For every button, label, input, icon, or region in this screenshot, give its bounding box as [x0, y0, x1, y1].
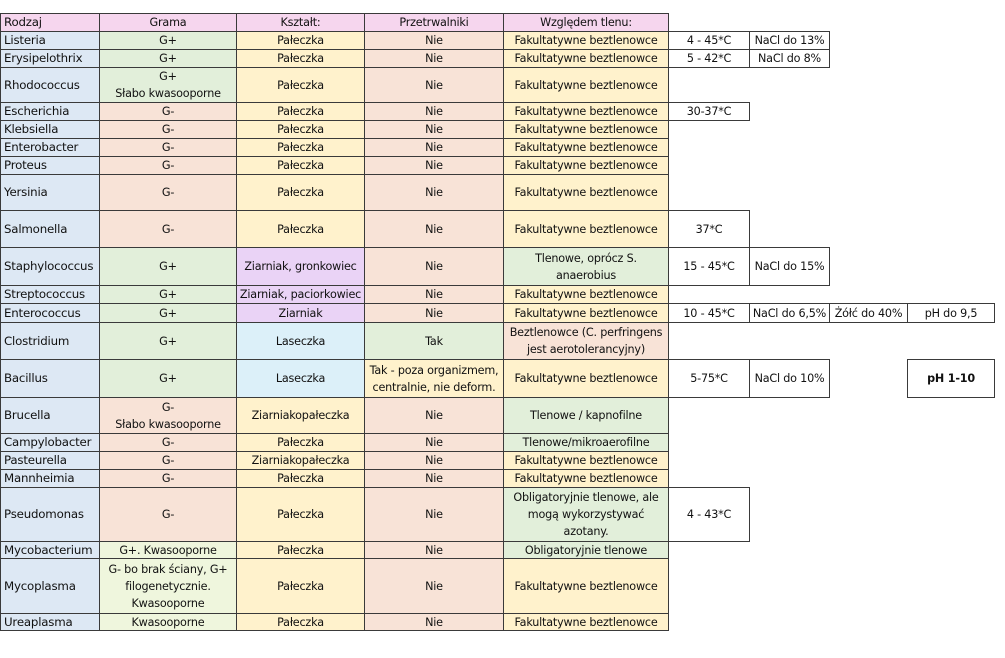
cell-oxygen[interactable]: Fakultatywne beztlenowce	[503, 303, 669, 323]
cell-gram[interactable]: G-	[99, 451, 237, 470]
cell-nacl[interactable]: NaCl do 15%	[749, 247, 830, 286]
cell-nacl[interactable]: NaCl do 6,5%	[749, 303, 830, 323]
cell-oxygen[interactable]: Fakultatywne beztlenowce	[503, 174, 669, 211]
cell-oxygen[interactable]: Fakultatywne beztlenowce	[503, 138, 669, 157]
cell-genus[interactable]: Yersinia	[0, 174, 100, 211]
cell-spores[interactable]: Nie	[364, 138, 504, 157]
cell-shape[interactable]: Pałeczka	[236, 120, 365, 139]
cell-shape[interactable]: Ziarniak, gronkowiec	[236, 247, 365, 286]
cell-oxygen[interactable]: Beztlenowce (C. perfringens jest aerotolerancyjny)	[503, 322, 669, 360]
cell-temperature[interactable]: 5 - 42*C	[668, 49, 750, 68]
cell-shape[interactable]: Pałeczka	[236, 138, 365, 157]
cell-spores[interactable]: Nie	[364, 487, 504, 542]
cell-gram[interactable]: G+	[99, 49, 237, 68]
cell-spores[interactable]: Nie	[364, 558, 504, 614]
cell-shape[interactable]: Pałeczka	[236, 541, 365, 559]
cell-oxygen[interactable]: Fakultatywne beztlenowce	[503, 285, 669, 304]
cell-spores[interactable]: Nie	[364, 49, 504, 68]
cell-gram[interactable]: G-	[99, 210, 237, 248]
cell-oxygen[interactable]: Fakultatywne beztlenowce	[503, 613, 669, 631]
cell-nacl[interactable]: NaCl do 8%	[749, 49, 830, 68]
cell-oxygen[interactable]: Tlenowe/mikroaerofilne	[503, 433, 669, 452]
cell-spores[interactable]: Nie	[364, 397, 504, 434]
cell-spores[interactable]: Nie	[364, 541, 504, 559]
cell-temperature[interactable]: 10 - 45*C	[668, 303, 750, 323]
cell-spores[interactable]: Nie	[364, 174, 504, 211]
cell-nacl[interactable]: NaCl do 10%	[749, 359, 830, 398]
cell-genus[interactable]: Pseudomonas	[0, 487, 100, 542]
cell-shape[interactable]: Ziarniak	[236, 303, 365, 323]
cell-spores[interactable]: Nie	[364, 433, 504, 452]
cell-gram[interactable]: G-	[99, 102, 237, 121]
cell-genus[interactable]: Bacillus	[0, 359, 100, 398]
cell-gram[interactable]: G-	[99, 433, 237, 452]
cell-spores[interactable]: Nie	[364, 303, 504, 323]
cell-oxygen[interactable]: Tlenowe / kapnofilne	[503, 397, 669, 434]
cell-spores[interactable]: Tak	[364, 322, 504, 360]
cell-shape[interactable]: Laseczka	[236, 359, 365, 398]
header-cell-oxygen[interactable]: Względem tlenu:	[503, 13, 669, 32]
cell-gram[interactable]: G+	[99, 359, 237, 398]
cell-temperature[interactable]: 4 - 43*C	[668, 487, 750, 542]
cell-gram[interactable]: G-	[99, 174, 237, 211]
cell-gram[interactable]: G+	[99, 303, 237, 323]
cell-spores[interactable]: Nie	[364, 247, 504, 286]
cell-oxygen[interactable]: Obligatoryjnie tlenowe	[503, 541, 669, 559]
cell-genus[interactable]: Pasteurella	[0, 451, 100, 470]
cell-spores[interactable]: Nie	[364, 210, 504, 248]
cell-gram[interactable]: G+	[99, 322, 237, 360]
cell-shape[interactable]: Pałeczka	[236, 613, 365, 631]
cell-oxygen[interactable]: Fakultatywne beztlenowce	[503, 156, 669, 175]
cell-spores[interactable]: Nie	[364, 613, 504, 631]
cell-genus[interactable]: Klebsiella	[0, 120, 100, 139]
cell-spores[interactable]: Nie	[364, 156, 504, 175]
cell-temperature[interactable]: 30-37*C	[668, 102, 750, 121]
cell-gram[interactable]: G+	[99, 31, 237, 50]
cell-genus[interactable]: Enterobacter	[0, 138, 100, 157]
cell-genus[interactable]: Escherichia	[0, 102, 100, 121]
cell-gram[interactable]: G+. Kwasooporne	[99, 541, 237, 559]
cell-shape[interactable]: Ziarniakopałeczka	[236, 397, 365, 434]
cell-genus[interactable]: Erysipelothrix	[0, 49, 100, 68]
cell-genus[interactable]: Listeria	[0, 31, 100, 50]
cell-genus[interactable]: Enterococcus	[0, 303, 100, 323]
cell-gram[interactable]: G-	[99, 156, 237, 175]
cell-oxygen[interactable]: Tlenowe, oprócz S. anaerobius	[503, 247, 669, 286]
cell-shape[interactable]: Laseczka	[236, 322, 365, 360]
cell-oxygen[interactable]: Fakultatywne beztlenowce	[503, 451, 669, 470]
cell-spores[interactable]: Nie	[364, 285, 504, 304]
cell-temperature[interactable]: 15 - 45*C	[668, 247, 750, 286]
cell-gram[interactable]: G-	[99, 469, 237, 488]
cell-oxygen[interactable]: Fakultatywne beztlenowce	[503, 102, 669, 121]
cell-genus[interactable]: Brucella	[0, 397, 100, 434]
cell-genus[interactable]: Salmonella	[0, 210, 100, 248]
cell-oxygen[interactable]: Fakultatywne beztlenowce	[503, 210, 669, 248]
header-cell-spores[interactable]: Przetrwalniki	[364, 13, 504, 32]
cell-shape[interactable]: Pałeczka	[236, 469, 365, 488]
cell-gram[interactable]: G-	[99, 487, 237, 542]
cell-shape[interactable]: Pałeczka	[236, 67, 365, 103]
cell-genus[interactable]: Staphylococcus	[0, 247, 100, 286]
cell-genus[interactable]: Mycobacterium	[0, 541, 100, 559]
cell-gram[interactable]: G- bo brak ściany, G+ filogenetycznie. Kwasooporne	[99, 558, 237, 614]
cell-gram[interactable]: Kwasooporne	[99, 613, 237, 631]
cell-spores[interactable]: Nie	[364, 67, 504, 103]
cell-genus[interactable]: Campylobacter	[0, 433, 100, 452]
cell-spores[interactable]: Nie	[364, 451, 504, 470]
cell-temperature[interactable]: 37*C	[668, 210, 750, 248]
cell-genus[interactable]: Rhodococcus	[0, 67, 100, 103]
cell-ph[interactable]: pH do 9,5	[907, 303, 995, 323]
cell-shape[interactable]: Pałeczka	[236, 558, 365, 614]
cell-genus[interactable]: Mycoplasma	[0, 558, 100, 614]
cell-temperature[interactable]: 4 - 45*C	[668, 31, 750, 50]
cell-genus[interactable]: Clostridium	[0, 322, 100, 360]
header-cell-gram[interactable]: Grama	[99, 13, 237, 32]
cell-spores[interactable]: Nie	[364, 102, 504, 121]
cell-shape[interactable]: Ziarniakopałeczka	[236, 451, 365, 470]
header-cell-shape[interactable]: Kształt:	[236, 13, 365, 32]
cell-shape[interactable]: Pałeczka	[236, 174, 365, 211]
cell-spores[interactable]: Nie	[364, 120, 504, 139]
cell-shape[interactable]: Pałeczka	[236, 433, 365, 452]
cell-oxygen[interactable]: Fakultatywne beztlenowce	[503, 120, 669, 139]
cell-spores[interactable]: Nie	[364, 469, 504, 488]
cell-genus[interactable]: Ureaplasma	[0, 613, 100, 631]
cell-oxygen[interactable]: Fakultatywne beztlenowce	[503, 359, 669, 398]
cell-shape[interactable]: Pałeczka	[236, 210, 365, 248]
cell-genus[interactable]: Proteus	[0, 156, 100, 175]
cell-shape[interactable]: Pałeczka	[236, 102, 365, 121]
cell-spores[interactable]: Tak - poza organizmem, centralnie, nie deform.	[364, 359, 504, 398]
cell-gram[interactable]: G-	[99, 120, 237, 139]
cell-nacl[interactable]: NaCl do 13%	[749, 31, 830, 50]
cell-genus[interactable]: Mannheimia	[0, 469, 100, 488]
cell-gram[interactable]: G+ Słabo kwasooporne	[99, 67, 237, 103]
cell-shape[interactable]: Pałeczka	[236, 156, 365, 175]
cell-gram[interactable]: G-	[99, 138, 237, 157]
cell-oxygen[interactable]: Fakultatywne beztlenowce	[503, 469, 669, 488]
cell-shape[interactable]: Pałeczka	[236, 31, 365, 50]
cell-oxygen[interactable]: Fakultatywne beztlenowce	[503, 31, 669, 50]
cell-shape[interactable]: Ziarniak, paciorkowiec	[236, 285, 365, 304]
cell-shape[interactable]: Pałeczka	[236, 49, 365, 68]
cell-bile[interactable]: Żółć do 40%	[829, 303, 908, 323]
cell-oxygen[interactable]: Fakultatywne beztlenowce	[503, 49, 669, 68]
cell-spores[interactable]: Nie	[364, 31, 504, 50]
cell-shape[interactable]: Pałeczka	[236, 487, 365, 542]
cell-temperature[interactable]: 5-75*C	[668, 359, 750, 398]
cell-gram[interactable]: G+	[99, 285, 237, 304]
cell-ph[interactable]: pH 1-10	[907, 359, 995, 398]
cell-oxygen[interactable]: Fakultatywne beztlenowce	[503, 558, 669, 614]
cell-gram[interactable]: G- Słabo kwasooporne	[99, 397, 237, 434]
header-cell-genus[interactable]: Rodzaj	[0, 13, 100, 32]
cell-oxygen[interactable]: Obligatoryjnie tlenowe, ale mogą wykorzystywać azotany.	[503, 487, 669, 542]
cell-gram[interactable]: G+	[99, 247, 237, 286]
cell-oxygen[interactable]: Fakultatywne beztlenowce	[503, 67, 669, 103]
cell-genus[interactable]: Streptococcus	[0, 285, 100, 304]
